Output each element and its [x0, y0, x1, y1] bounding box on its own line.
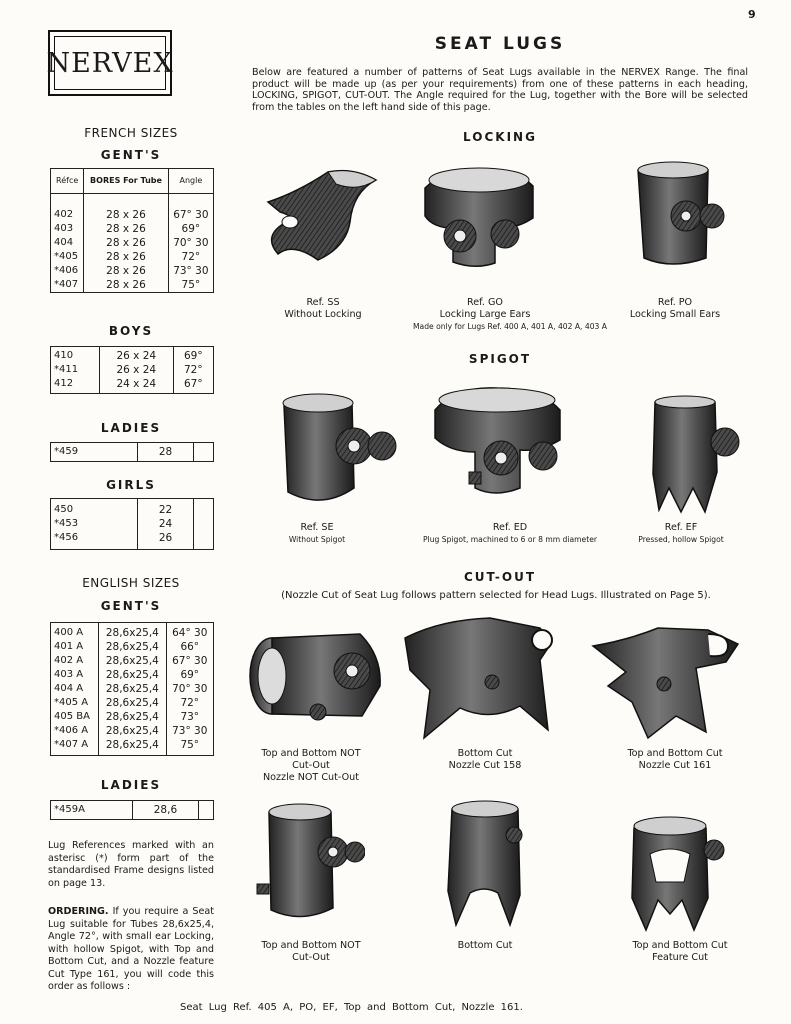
lug-se-figure [262, 388, 402, 513]
ordering-text: If you require a Seat Lug suitable for Tubes 28,6x25,4, Angle 72°, with small ear Locking, with hollow Spigot, with Top and Bottom Cut, and a Nozzle feature Cut Type 161, you will code this order as follows : [48, 906, 214, 992]
cutout-caption-6: Top and Bottom Cut Feature Cut [632, 940, 728, 963]
locking-caption-go: Ref. GO Locking Large Ears [439, 297, 531, 320]
table-row: *406 A 28,6x25,4 73° 30 [51, 724, 214, 738]
page-title: SEAT LUGS [434, 34, 566, 54]
lug-feature-cut-figure [620, 810, 730, 935]
french-ladies-heading: LADIES [100, 421, 162, 435]
table-row: 450 22 [51, 503, 214, 517]
french-girls-table [50, 498, 214, 550]
cutout-subheading: (Nozzle Cut of Seat Lug follows pattern selected for Head Lugs. Illustrated on Page 5). [281, 590, 711, 601]
cutout-caption-2: Bottom Cut Nozzle Cut 158 [448, 748, 522, 771]
locking-caption-po: Ref. PO Locking Small Ears [629, 297, 721, 320]
cutout-caption-3: Top and Bottom Cut Nozzle Cut 161 [627, 748, 723, 771]
cutout-caption-5: Bottom Cut [457, 940, 513, 951]
locking-caption-ss: Ref. SS Without Locking [284, 297, 362, 320]
lug-po-figure [620, 158, 730, 273]
col-bores-header: BORES For Tube [84, 169, 168, 194]
spigot-caption-ef: Ref. EF Pressed, hollow Spigot [638, 522, 724, 544]
table-row: *405 A 28,6x25,4 72° [51, 696, 214, 710]
ordering-label: ORDERING. [48, 906, 109, 917]
nervex-logo [48, 30, 172, 96]
lug-cut-161-figure [588, 620, 748, 745]
table-row: 400 A 28,6x25,4 64° 30 [51, 626, 214, 640]
french-girls-heading: GIRLS [106, 478, 156, 492]
ordering-note [48, 906, 214, 994]
spigot-caption-ed: Ref. ED Plug Spigot, machined to 6 or 8 mm diameter [423, 522, 597, 544]
lug-go-figure [405, 158, 555, 273]
table-row: 403 A 28,6x25,4 69° [51, 668, 214, 682]
french-boys-table [50, 346, 214, 394]
english-ladies-heading: LADIES [100, 778, 162, 792]
french-gents-table [50, 168, 214, 293]
table-row: 403 28 x 26 69° [51, 222, 214, 236]
cutout-heading: CUT-OUT [463, 570, 537, 584]
lug-cut-none-figure [242, 616, 402, 741]
table-row: 404 28 x 26 70° 30 [51, 236, 214, 250]
asterisk-note: Lug References marked with an asterisc (*) form part of the standardised Frame designs listed on page 13. [48, 840, 214, 889]
table-row: *456 26 [51, 531, 214, 545]
french-gents-heading: GENT'S [100, 148, 162, 162]
spigot-caption-se: Ref. SE Without Spigot [288, 522, 346, 544]
table-row: 410 26 x 24 69° [51, 349, 214, 363]
locking-note: Made only for Lugs Ref. 400 A, 401 A, 402 A, 403 A [413, 322, 607, 331]
table-row: 401 A 28,6x25,4 66° [51, 640, 214, 654]
lug-ef-figure [645, 392, 745, 517]
table-row: *407 28 x 26 75° [51, 278, 214, 293]
logo-text: NERVEX [54, 36, 166, 90]
table-row: 405 BA 28,6x25,4 73° [51, 710, 214, 724]
table-row: *453 24 [51, 517, 214, 531]
french-boys-heading: BOYS [108, 324, 154, 338]
table-row: *407 A 28,6x25,4 75° [51, 738, 214, 752]
spigot-heading: SPIGOT [468, 352, 532, 366]
locking-heading: LOCKING [463, 130, 537, 144]
lug-ss-figure [258, 162, 388, 272]
english-ladies-table [50, 800, 214, 820]
lug-cut-none-2-figure [255, 800, 365, 930]
lug-cut-158-figure [400, 610, 565, 745]
table-row: *459 28 [51, 443, 214, 462]
table-row: *406 28 x 26 73° 30 [51, 264, 214, 278]
table-row: 402 28 x 26 67° 30 [51, 208, 214, 222]
english-gents-table [50, 622, 214, 756]
table-row: *405 28 x 26 72° [51, 250, 214, 264]
french-ladies-table [50, 442, 214, 462]
intro-paragraph: Below are featured a number of patterns of Seat Lugs available in the NERVEX Range. The final product will be made up (as per your requirements) from one of these patterns in each heading, LOCKING, SPIGOT, CUT-OUT. The Angle required for the Lug, together with the Bore will be selected from the tables on the left hand side of this page. [252, 67, 748, 113]
page-number: 9 [748, 8, 756, 21]
col-ref-header: Réfce [51, 169, 84, 194]
english-sizes-heading: ENGLISH SIZES [82, 576, 180, 590]
lug-bottom-cut-figure [440, 795, 540, 930]
table-row: 402 A 28,6x25,4 67° 30 [51, 654, 214, 668]
lug-ed-figure [425, 380, 575, 505]
col-angle-header: Angle [168, 169, 213, 194]
table-row: 412 24 x 24 67° [51, 377, 214, 391]
table-row: *459A 28,6 [51, 801, 214, 820]
cutout-caption-4: Top and Bottom NOT Cut-Out [261, 940, 361, 963]
cutout-caption-1: Top and Bottom NOT Cut-Out Nozzle NOT Cut-Out [261, 748, 361, 783]
ordering-example: Seat Lug Ref. 405 A, PO, EF, Top and Bottom Cut, Nozzle 161. [180, 1002, 523, 1013]
table-row: 404 A 28,6x25,4 70° 30 [51, 682, 214, 696]
table-row: *411 26 x 24 72° [51, 363, 214, 377]
english-gents-heading: GENT'S [100, 599, 162, 613]
french-sizes-heading: FRENCH SIZES [84, 126, 178, 140]
